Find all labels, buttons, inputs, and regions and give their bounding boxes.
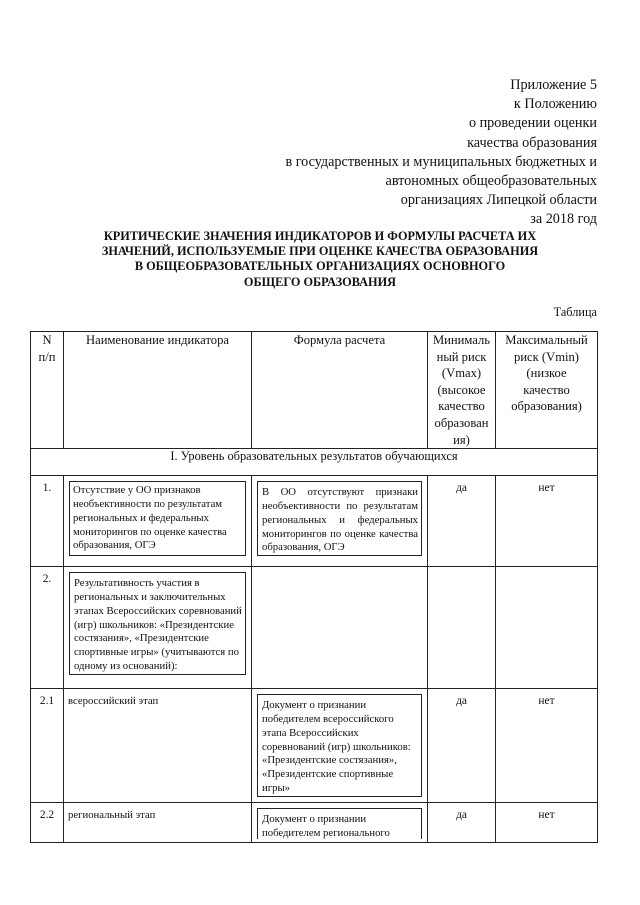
title-line: КРИТИЧЕСКИЕ ЗНАЧЕНИЯ ИНДИКАТОРОВ И ФОРМУЛЫ РАСЧЕТА ИХ bbox=[103, 229, 537, 243]
title-line: ОБЩЕГО ОБРАЗОВАНИЯ bbox=[243, 274, 397, 289]
row-max-risk: нет bbox=[496, 476, 598, 567]
row-number: 2. bbox=[31, 567, 64, 689]
row-min-risk: да bbox=[428, 476, 496, 567]
header-indicator-name bbox=[64, 332, 252, 449]
row-min-risk: да bbox=[428, 689, 496, 803]
row-formula bbox=[252, 567, 428, 689]
row-number: 2.2 bbox=[31, 802, 64, 842]
appendix-line: организациях Липецкой области bbox=[400, 192, 597, 209]
header-min-risk bbox=[428, 332, 496, 449]
row-number: 1. bbox=[31, 476, 64, 567]
header-min-risk-text: Минималь ный риск (Vmax) (высокое качество образован ия) bbox=[432, 333, 491, 447]
row-indicator-name: Отсутствие у ОО признаков необъективности по результатам региональных и федеральных мониторингов по оценке качества образования, ОГЭ bbox=[69, 481, 246, 556]
table-caption: Таблица bbox=[553, 305, 597, 319]
appendix-block bbox=[285, 76, 597, 230]
row-formula: В ОО отсутствуют признаки необъективности по результатам региональных и федеральных мониторингов по оценке качества образования, ОГЭ bbox=[257, 481, 422, 556]
row-indicator-name: региональный этап bbox=[64, 802, 252, 842]
row-number: 2.1 bbox=[31, 689, 64, 803]
header-indicator-name-text: Наименование индикатора bbox=[86, 333, 229, 347]
appendix-line: за 2018 год bbox=[530, 211, 597, 228]
table-row bbox=[31, 476, 598, 567]
appendix-line: к Положению bbox=[513, 96, 597, 113]
title-line: ЗНАЧЕНИЙ, ИСПОЛЬЗУЕМЫЕ ПРИ ОЦЕНКЕ КАЧЕСТВА ОБРАЗОВАНИЯ bbox=[101, 244, 539, 259]
appendix-line: о проведении оценки bbox=[468, 115, 597, 132]
table-row bbox=[31, 802, 598, 842]
section-row bbox=[31, 449, 598, 476]
header-max-risk bbox=[496, 332, 598, 449]
row-formula: Документ о признании победителем регионального bbox=[257, 808, 422, 839]
row-indicator-cell bbox=[64, 476, 252, 567]
row-formula-cell bbox=[252, 689, 428, 803]
section-title: I. Уровень образовательных результатов обучающихся bbox=[31, 449, 598, 476]
appendix-line: качества образования bbox=[467, 134, 597, 151]
row-min-risk: да bbox=[428, 802, 496, 842]
row-formula-cell bbox=[252, 802, 428, 842]
appendix-line: автономных общеобразовательных bbox=[385, 173, 597, 190]
header-number bbox=[31, 332, 64, 449]
row-formula-cell bbox=[252, 476, 428, 567]
appendix-line: в государственных и муниципальных бюджетных и bbox=[285, 153, 597, 170]
appendix-line: Приложение 5 bbox=[510, 77, 597, 93]
row-indicator-name: Результативность участия в региональных и заключительных этапах Всероссийских соревнований (игр) школьников: «Президентские состязания», «Президентские спортивные игры» (учитываются по одному из оснований): bbox=[69, 572, 246, 675]
row-formula: Документ о признании победителем всероссийского этапа Всероссийских соревнований (игр) школьников: «Президентские состязания», «Президентские спортивные игры» bbox=[257, 694, 422, 797]
row-max-risk bbox=[496, 567, 598, 689]
table-header-row bbox=[31, 332, 598, 449]
document-title bbox=[70, 229, 570, 290]
header-formula-text: Формула расчета bbox=[293, 333, 386, 347]
header-number-text: N п/п bbox=[38, 333, 56, 364]
header-max-risk-text: Максимальный риск (Vmin) (низкое качество образования) bbox=[505, 333, 588, 414]
row-min-risk bbox=[428, 567, 496, 689]
row-max-risk: нет bbox=[496, 689, 598, 803]
table-row bbox=[31, 567, 598, 689]
title-line: В ОБЩЕОБРАЗОВАТЕЛЬНЫХ ОРГАНИЗАЦИЯХ ОСНОВНОГО bbox=[134, 259, 506, 274]
indicators-table bbox=[30, 331, 598, 843]
table-row bbox=[31, 689, 598, 803]
row-indicator-name: всероссийский этап bbox=[64, 689, 252, 803]
row-max-risk: нет bbox=[496, 802, 598, 842]
row-indicator-cell bbox=[64, 567, 252, 689]
header-formula bbox=[252, 332, 428, 449]
